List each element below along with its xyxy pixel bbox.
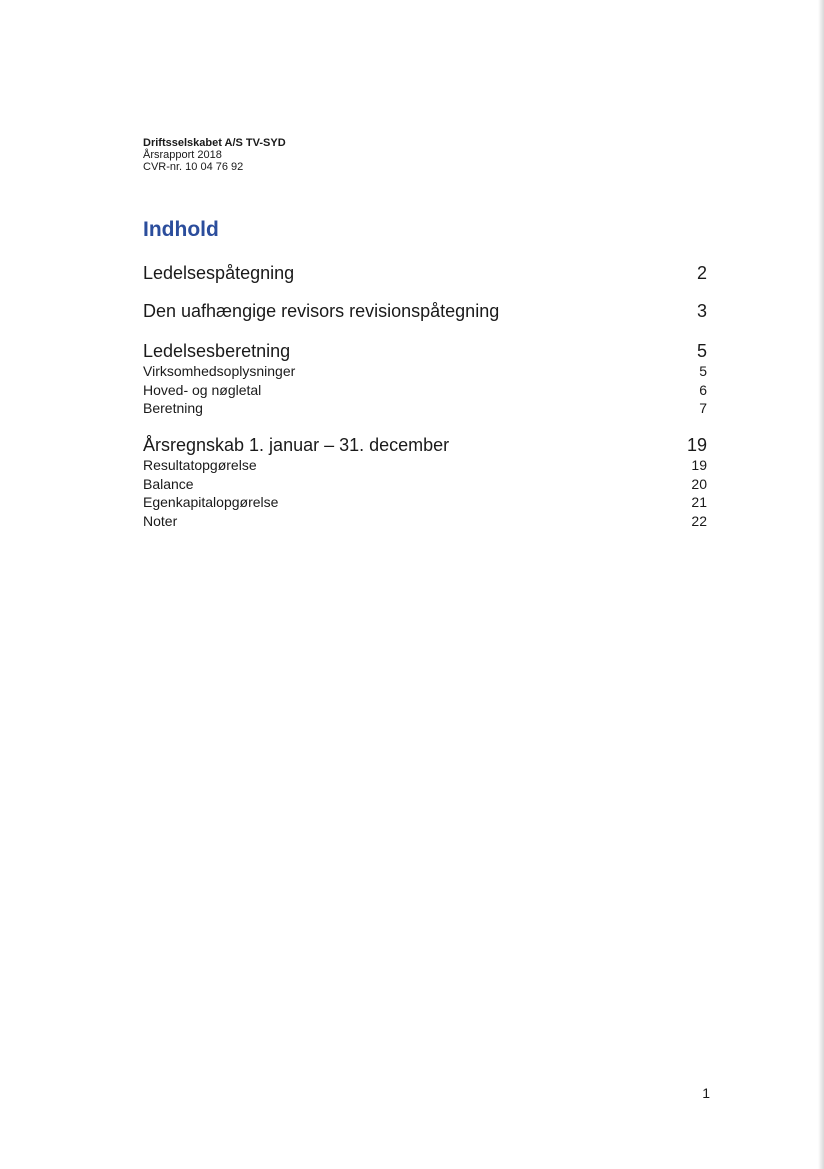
- toc-subentry[interactable]: [143, 475, 707, 494]
- toc-subentry-label: Noter: [143, 512, 178, 529]
- toc-subentry-page: 20: [691, 475, 707, 492]
- toc-entry-page: 19: [686, 435, 707, 455]
- page-title: Indhold: [143, 218, 219, 241]
- toc-section-ledelsesberetning: [143, 340, 707, 434]
- toc-entry-label: Ledelsesberetning: [143, 341, 291, 361]
- report-year: Årsrapport 2018: [143, 149, 222, 161]
- toc-subentry-page: 21: [691, 494, 707, 510]
- toc-entry[interactable]: [143, 434, 707, 456]
- toc-subentry[interactable]: [143, 362, 707, 381]
- toc-entry-label: Ledelsespåtegning: [143, 263, 295, 283]
- toc-subentry-page: 6: [699, 381, 707, 398]
- toc-section-ledelsespategning: [143, 262, 707, 300]
- document-header: [143, 137, 286, 173]
- toc-section-revisionspategning: [143, 300, 707, 340]
- company-name: Driftsselskabet A/S TV-SYD: [143, 137, 286, 149]
- toc-subentry[interactable]: [143, 456, 707, 475]
- toc-subentry-label: Balance: [143, 475, 194, 492]
- toc-entry-page: 3: [696, 301, 707, 321]
- toc-subentry[interactable]: [143, 381, 707, 400]
- toc-subentry-label: Egenkapitalopgørelse: [143, 494, 279, 510]
- toc-entry[interactable]: [143, 340, 707, 362]
- toc-subentry-label: Resultatopgørelse: [143, 457, 257, 473]
- table-of-contents: [143, 262, 707, 530]
- toc-entry-label: Årsregnskab 1. januar – 31. december: [143, 435, 450, 455]
- toc-subentry[interactable]: [143, 512, 707, 531]
- toc-entry[interactable]: [143, 262, 707, 284]
- toc-subentry-page: 7: [699, 400, 707, 416]
- toc-subentry-label: Hoved- og nøgletal: [143, 381, 262, 398]
- toc-subentry[interactable]: [143, 493, 707, 512]
- toc-entry-label: Den uafhængige revisors revisionspåtegning: [143, 301, 500, 321]
- toc-subentry-page: 19: [691, 457, 707, 473]
- toc-subentry[interactable]: [143, 399, 707, 418]
- cvr-number: CVR-nr. 10 04 76 92: [143, 161, 244, 173]
- toc-subentry-page: 5: [699, 363, 707, 379]
- page-number: 1: [702, 1085, 710, 1101]
- toc-subentry-page: 22: [691, 512, 707, 529]
- toc-entry-page: 5: [696, 341, 707, 361]
- toc-entry-page: 2: [696, 263, 707, 283]
- page-edge-shadow: [818, 0, 824, 1169]
- toc-subentry-label: Virksomhedsoplysninger: [143, 363, 296, 379]
- toc-section-arsregnskab: [143, 434, 707, 530]
- toc-entry[interactable]: [143, 300, 707, 322]
- toc-subentry-label: Beretning: [143, 400, 203, 416]
